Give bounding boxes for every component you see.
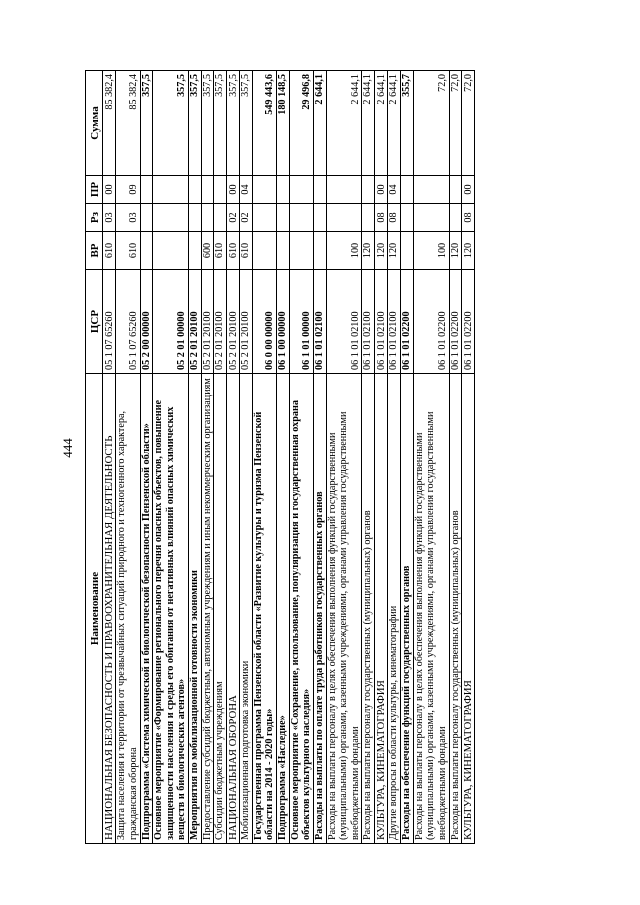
cell-sum: 357,5 (226, 71, 239, 176)
cell-vr: 610 (103, 232, 116, 270)
cell-vr: 120 (362, 232, 375, 270)
cell-csr: 06 1 01 02200 (462, 270, 475, 374)
table-body (103, 71, 475, 844)
table-row (116, 71, 140, 844)
cell-pr: 00 (462, 176, 475, 204)
table-header-row (86, 71, 103, 844)
table-row (388, 71, 401, 844)
table-row (462, 71, 475, 844)
cell-name: Расходы на обеспечение функций государственных органов (401, 374, 414, 844)
table-row (240, 71, 253, 844)
column-header-pr: ПР (86, 176, 103, 204)
cell-csr: 06 0 00 00000 (252, 270, 276, 374)
cell-rz (413, 204, 449, 232)
cell-rz (326, 204, 362, 232)
cell-rz (362, 204, 375, 232)
table-row (375, 71, 388, 844)
cell-pr (189, 176, 202, 204)
cell-name: Другие вопросы в области культуры, кинематографии (388, 374, 401, 844)
cell-rz: 02 (240, 204, 253, 232)
cell-rz (214, 204, 227, 232)
cell-sum: 85 382,4 (116, 71, 140, 176)
cell-pr (201, 176, 214, 204)
cell-csr: 05 2 01 20100 (240, 270, 253, 374)
cell-sum: 2 644,1 (375, 71, 388, 176)
table-row (189, 71, 202, 844)
cell-pr (140, 176, 153, 204)
cell-pr: 00 (375, 176, 388, 204)
table-row (289, 71, 313, 844)
table-row (214, 71, 227, 844)
cell-csr: 06 1 00 00000 (277, 270, 290, 374)
cell-rz: 02 (226, 204, 239, 232)
cell-rz: 03 (103, 204, 116, 232)
cell-name: Мероприятия по мобилизационной готовности экономики (189, 374, 202, 844)
cell-vr (189, 232, 202, 270)
cell-csr: 06 1 01 02100 (388, 270, 401, 374)
cell-vr (313, 232, 326, 270)
table-row (252, 71, 276, 844)
cell-sum: 29 496,8 (289, 71, 313, 176)
cell-vr: 120 (375, 232, 388, 270)
cell-name: Подпрограмма «Система химической и биологической безопасности Пензенской области» (140, 374, 153, 844)
table-row (140, 71, 153, 844)
cell-csr: 06 1 01 02100 (326, 270, 362, 374)
cell-sum: 357,5 (140, 71, 153, 176)
cell-name: Подпрограмма «Наследие» (277, 374, 290, 844)
cell-csr: 05 2 01 20100 (214, 270, 227, 374)
budget-table (85, 70, 475, 844)
cell-pr (362, 176, 375, 204)
cell-sum: 2 644,1 (313, 71, 326, 176)
cell-csr: 05 2 01 00000 (153, 270, 189, 374)
cell-name: Предоставление субсидий бюджетным, автономным учреждениям и иным некоммерческим организациям (201, 374, 214, 844)
table-row (153, 71, 189, 844)
cell-sum: 2 644,1 (326, 71, 362, 176)
cell-vr: 120 (388, 232, 401, 270)
cell-vr: 610 (226, 232, 239, 270)
cell-name: Субсидии бюджетным учреждениям (214, 374, 227, 844)
cell-vr (401, 232, 414, 270)
cell-sum: 72,0 (449, 71, 462, 176)
cell-vr: 120 (462, 232, 475, 270)
table-row (103, 71, 116, 844)
column-header-csr: ЦСР (86, 270, 103, 374)
cell-vr: 120 (449, 232, 462, 270)
cell-sum: 85 382,4 (103, 71, 116, 176)
cell-sum: 357,5 (240, 71, 253, 176)
cell-sum: 72,0 (413, 71, 449, 176)
cell-sum: 357,5 (189, 71, 202, 176)
cell-name: Мобилизационная подготовка экономики (240, 374, 253, 844)
cell-vr (153, 232, 189, 270)
cell-vr (277, 232, 290, 270)
cell-vr: 610 (240, 232, 253, 270)
cell-pr (326, 176, 362, 204)
cell-csr: 05 2 01 20100 (226, 270, 239, 374)
cell-csr: 06 1 01 02200 (449, 270, 462, 374)
table-row (449, 71, 462, 844)
cell-vr (140, 232, 153, 270)
cell-rz: 08 (388, 204, 401, 232)
cell-csr: 05 1 07 65260 (116, 270, 140, 374)
cell-pr: 00 (226, 176, 239, 204)
cell-name: Расходы на выплаты персоналу государственных (муниципальных) органов (362, 374, 375, 844)
cell-pr: 00 (103, 176, 116, 204)
cell-rz (401, 204, 414, 232)
cell-rz (201, 204, 214, 232)
cell-name: Расходы на выплаты персоналу в целях обеспечения выполнения функций государственными (муниципальными) органами, казенными учреждениями, органами управления государственными внебюджетными фондами (326, 374, 362, 844)
table-row (362, 71, 375, 844)
cell-pr (413, 176, 449, 204)
cell-name: НАЦИОНАЛЬНАЯ БЕЗОПАСНОСТЬ И ПРАВООХРАНИТЕЛЬНАЯ ДЕЯТЕЛЬНОСТЬ (103, 374, 116, 844)
cell-vr: 600 (201, 232, 214, 270)
cell-pr (277, 176, 290, 204)
table-row (226, 71, 239, 844)
cell-pr (289, 176, 313, 204)
cell-name: НАЦИОНАЛЬНАЯ ОБОРОНА (226, 374, 239, 844)
cell-sum: 72,0 (462, 71, 475, 176)
cell-rz (153, 204, 189, 232)
cell-csr: 05 1 07 65260 (103, 270, 116, 374)
cell-pr: 09 (116, 176, 140, 204)
cell-vr: 610 (214, 232, 227, 270)
cell-name: Расходы на выплаты по оплате труда работников государственных органов (313, 374, 326, 844)
cell-csr: 06 1 01 02200 (401, 270, 414, 374)
cell-sum: 357,5 (214, 71, 227, 176)
column-header-vr: ВР (86, 232, 103, 270)
cell-pr (252, 176, 276, 204)
column-header-sum: Сумма (86, 71, 103, 176)
table-row (277, 71, 290, 844)
cell-rz: 03 (116, 204, 140, 232)
cell-sum: 357,5 (201, 71, 214, 176)
cell-vr (289, 232, 313, 270)
cell-name: Защита населения и территории от чрезвычайных ситуаций природного и техногенного характера, гражданская оборона (116, 374, 140, 844)
cell-csr: 06 1 01 02100 (362, 270, 375, 374)
cell-vr: 100 (326, 232, 362, 270)
table-row (401, 71, 414, 844)
cell-csr: 05 2 01 20100 (201, 270, 214, 374)
page-number: 444 (60, 438, 75, 458)
column-header-name: Наименование (86, 374, 103, 844)
cell-sum: 355,7 (401, 71, 414, 176)
cell-csr: 06 1 01 02100 (313, 270, 326, 374)
cell-name: КУЛЬТУРА, КИНЕМАТОГРАФИЯ (375, 374, 388, 844)
cell-rz: 08 (375, 204, 388, 232)
cell-name: Основное мероприятие «Формирование регионального перечня опасных объектов, повышение защищенности населения и среды его обитания от негативных влияний опасных химических веществ и биологических агентов» (153, 374, 189, 844)
cell-rz (289, 204, 313, 232)
cell-pr: 04 (388, 176, 401, 204)
cell-rz (189, 204, 202, 232)
cell-rz (252, 204, 276, 232)
cell-name: Расходы на выплаты персоналу государственных (муниципальных) органов (449, 374, 462, 844)
cell-name: КУЛЬТУРА, КИНЕМАТОГРАФИЯ (462, 374, 475, 844)
cell-pr (401, 176, 414, 204)
cell-name: Основное мероприятие «Сохранение, использование, популяризация и государственная охрана объектов культурного наследия» (289, 374, 313, 844)
table-row (413, 71, 449, 844)
cell-pr (449, 176, 462, 204)
cell-pr: 04 (240, 176, 253, 204)
cell-rz (140, 204, 153, 232)
cell-sum: 2 644,1 (362, 71, 375, 176)
table-row (313, 71, 326, 844)
cell-csr: 06 1 01 02200 (413, 270, 449, 374)
cell-rz (449, 204, 462, 232)
cell-sum: 549 443,6 (252, 71, 276, 176)
column-header-rz: Рз (86, 204, 103, 232)
cell-rz (313, 204, 326, 232)
cell-csr: 06 1 01 02100 (375, 270, 388, 374)
cell-csr: 06 1 01 00000 (289, 270, 313, 374)
cell-pr (214, 176, 227, 204)
cell-csr: 05 2 01 20100 (189, 270, 202, 374)
cell-rz (277, 204, 290, 232)
cell-vr: 610 (116, 232, 140, 270)
table-row (201, 71, 214, 844)
budget-table-sheet (85, 71, 567, 844)
table-row (326, 71, 362, 844)
cell-name: Государственная программа Пензенской области «Развитие культуры и туризма Пензенской области на 2014 - 2020 годы» (252, 374, 276, 844)
cell-pr (313, 176, 326, 204)
cell-name: Расходы на выплаты персоналу в целях обеспечения выполнения функций государственными (муниципальными) органами, казенными учреждениями, органами управления государственными внебюджетными фондами (413, 374, 449, 844)
cell-sum: 180 148,5 (277, 71, 290, 176)
cell-csr: 05 2 00 00000 (140, 270, 153, 374)
cell-sum: 357,5 (153, 71, 189, 176)
cell-rz: 08 (462, 204, 475, 232)
cell-pr (153, 176, 189, 204)
cell-sum: 2 644,1 (388, 71, 401, 176)
cell-vr (252, 232, 276, 270)
cell-vr: 100 (413, 232, 449, 270)
